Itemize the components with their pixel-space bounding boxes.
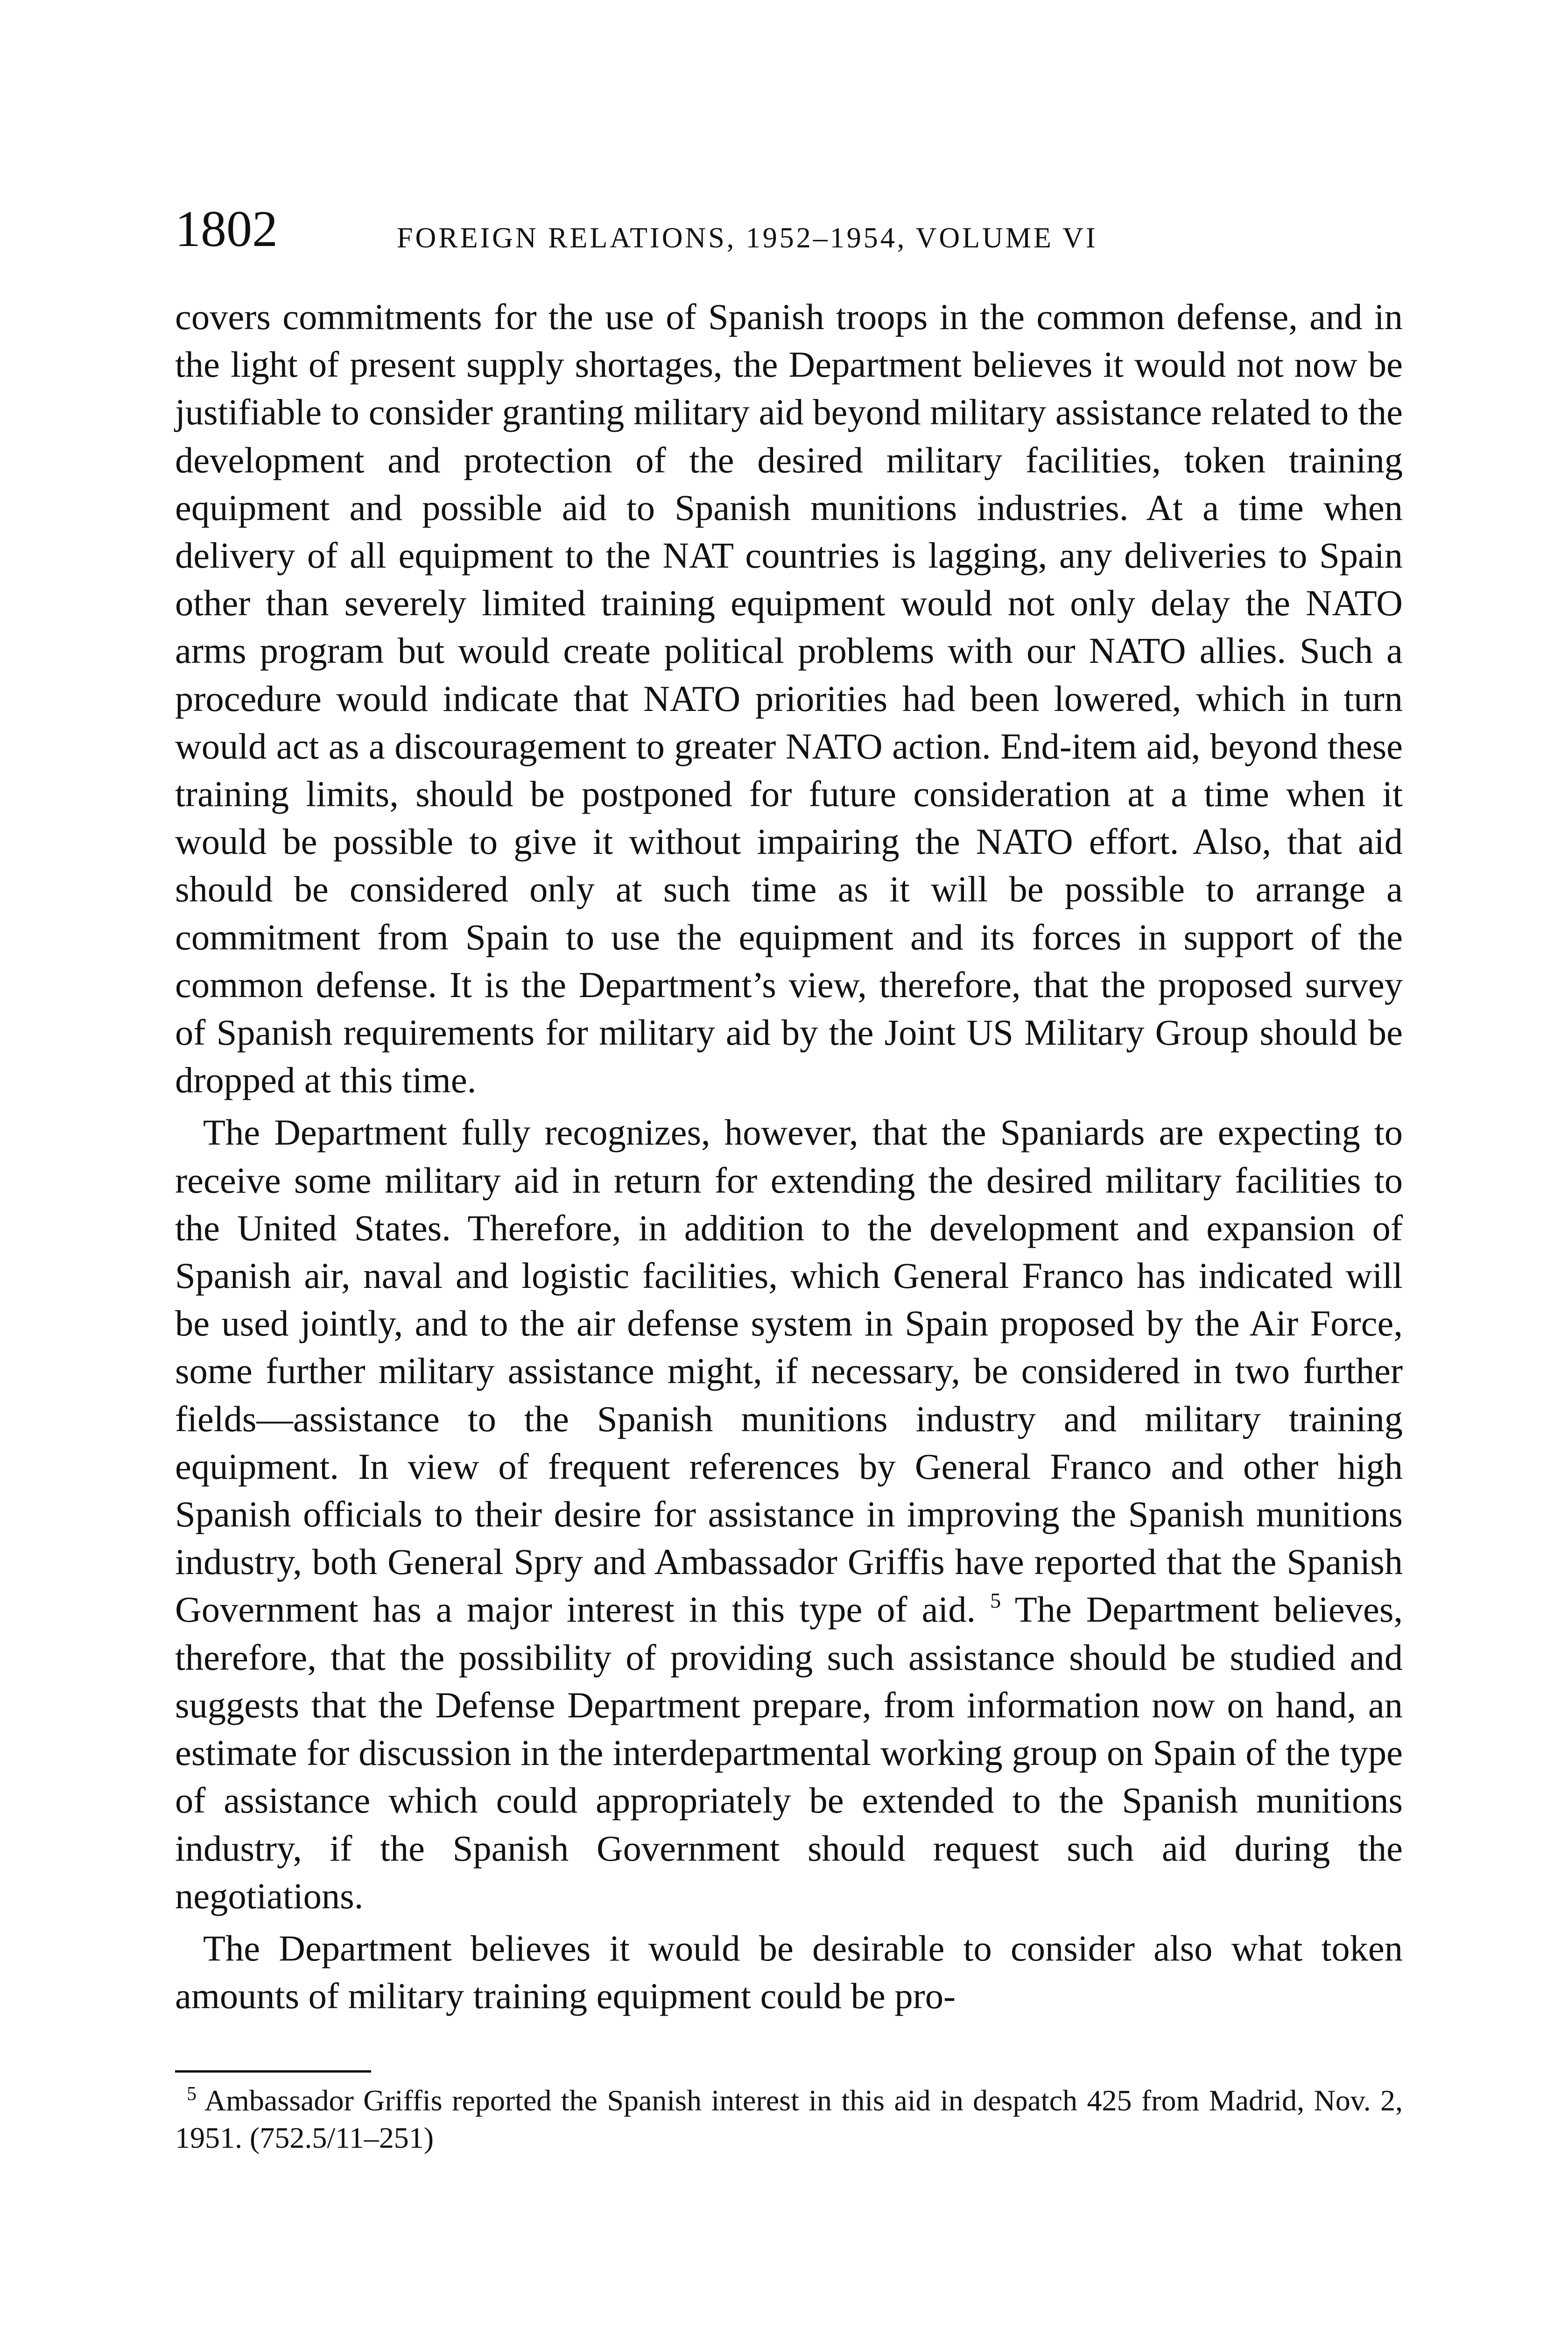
footnote (175, 2082, 1403, 2157)
footnote-reference: 5 (990, 1589, 1001, 1613)
footnote-text: Ambassador Griffis reported the Spanish interest in this aid in despatch 425 from Madrid, Nov. 2, 1951. (752.5/11–251) (175, 2084, 1403, 2155)
paragraph-3: The Department believes it would be desirable to consider also what token amounts of military training equipment could be pro- (175, 1927, 1403, 2017)
running-header (175, 201, 1403, 275)
page-number: 1802 (175, 200, 278, 257)
footnote-divider (175, 2070, 371, 2073)
paragraph-2 (175, 1109, 1403, 1919)
footnote-marker: 5 (187, 2083, 197, 2105)
paragraph-2-part-2: The Department believes, therefore, that the possibility of providing such assistance should be studied and suggests that the Defense Department prepare, from information now on hand, an estimate for discussion in the interdepartmental working group on Spain of the type of assistance which could appropriately be extended to the Spanish munitions industry, if the Spanish Government should request such aid during the negotiations. (175, 1589, 1403, 1916)
paragraph-2-part-1: The Department fully recognizes, however, that the Spaniards are expecting to receive some military aid in return for extending the desired military facilities to the United States. Therefore, in addition to the development and expansion of Spanish air, naval and logistic facilities, which General Franco has indicated will be used jointly, and to the air defense system in Spain proposed by the Air Force, some further military assistance might, if necessary, be considered in two further fields—assistance to the Spanish munitions industry and military training equipment. In view of frequent references by General Franco and other high Spanish officials to their desire for assistance in improving the Spanish munitions industry, both General Spry and Ambassador Griffis have reported that the Spanish Government has a major interest in this type of aid. (175, 1112, 1403, 1630)
document-page (175, 201, 1403, 2186)
paragraph-1: covers commitments for the use of Spanish troops in the common defense, and in the light of present supply shortages, the Department believes it would not now be justifiable to consider granting military aid beyond military assistance related to the development and protection of the desired military facilities, token training equipment and possible aid to Spanish munitions industries. At a time when delivery of all equipment to the NAT countries is lagging, any deliveries to Spain other than severely limited training equipment would not only delay the NATO arms program but would create political problems with our NATO allies. Such a procedure would indicate that NATO priorities had been lowered, which in turn would act as a discouragement to greater NATO action. End-item aid, beyond these training limits, should be postponed for future consideration at a time when it would be possible to give it without impairing the NATO effort. Also, that aid should be considered only at such time as it will be possible to arrange a commitment from Spain to use the equipment and its forces in support of the common defense. It is the Department’s view, therefore, that the proposed survey of Spanish requirements for military aid by the Joint US Military Group should be dropped at this time. (175, 296, 1403, 1101)
body-text (175, 293, 1403, 2020)
running-title: FOREIGN RELATIONS, 1952–1954, VOLUME VI (397, 222, 1098, 254)
